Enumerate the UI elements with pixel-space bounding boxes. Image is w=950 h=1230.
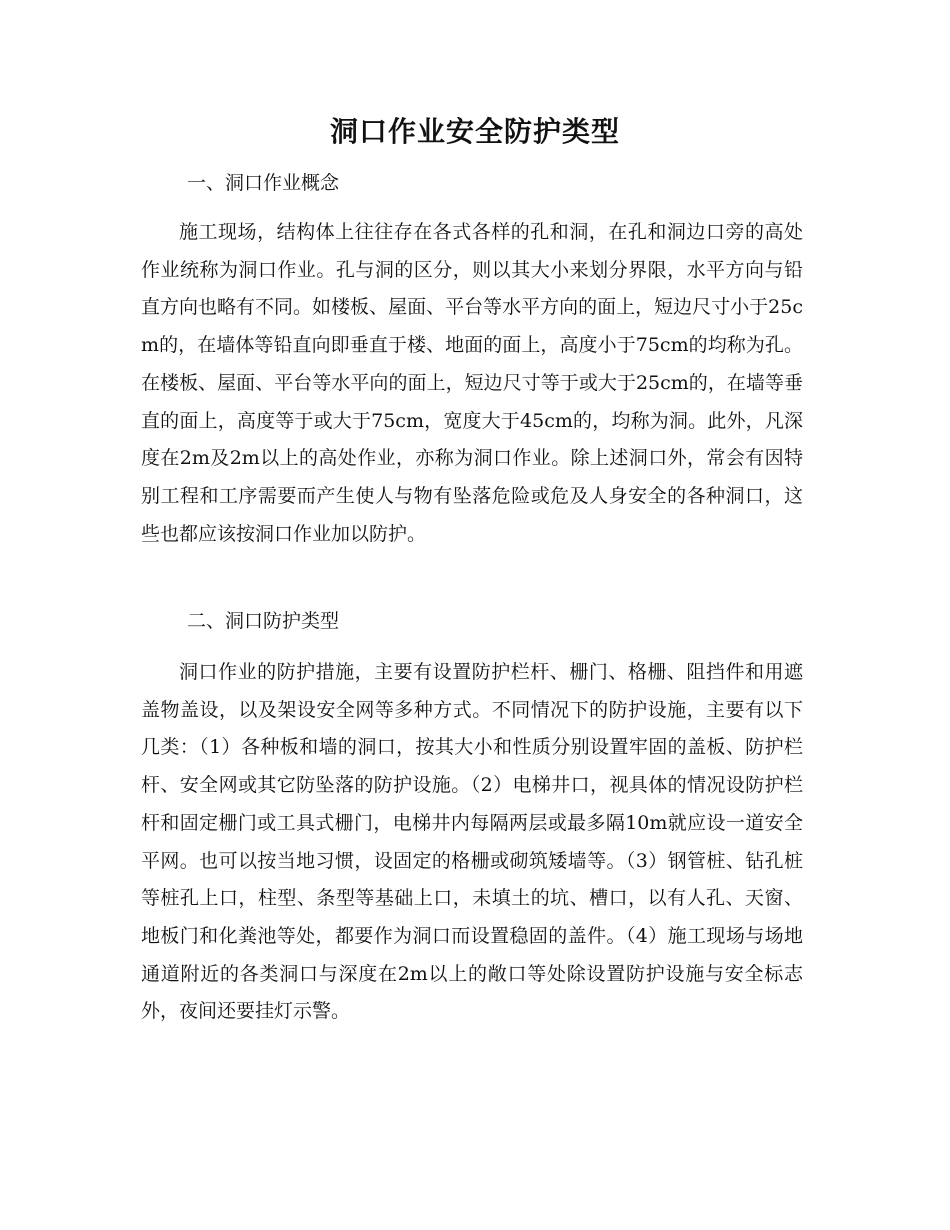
section-heading-concept: 一、洞口作业概念 [187,172,340,194]
section-heading-protection-types: 二、洞口防护类型 [187,610,340,632]
document-title: 洞口作业安全防护类型 [329,115,620,148]
section-paragraph-concept: 施工现场，结构体上往往存在各式各样的孔和洞，在孔和洞边口旁的高处作业统称为洞口作业。孔与洞的区分，则以其大小来划分界限，水平方向与铅直方向也略有不同。如楼板、屋面、平台等水平方向的面上，短边尺寸小于25cm的，在墙体等铅直向即垂直于楼、地面的面上，高度小于75cm的均称为孔。在楼板、屋面、平台等水平向的面上，短边尺寸等于或大于25cm的，在墙等垂直的面上，高度等于或大于75cm，宽度大于45cm的，均称为洞。此外，凡深度在2m及2m以上的高处作业，亦称为洞口作业。除上述洞口外，常会有因特别工程和工序需要而产生使人与物有坠落危险或危及人身安全的各种洞口，这些也都应该按洞口作业加以防护。 [141,221,803,545]
section-paragraph-protection-types: 洞口作业的防护措施，主要有设置防护栏杆、栅门、格栅、阻挡件和用遮盖物盖设，以及架设安全网等多种方式。不同情况下的防护设施，主要有以下几类：（1）各种板和墙的洞口，按其大小和性质分别设置牢固的盖板、防护栏杆、安全网或其它防坠落的防护设施。（2）电梯井口，视具体的情况设防护栏杆和固定栅门或工具式栅门，电梯井内每隔两层或最多隔10m就应设一道安全平网。也可以按当地习惯，设固定的格栅或砌筑矮墙等。（3）钢管桩、钻孔桩等桩孔上口，柱型、条型等基础上口，未填土的坑、槽口，以有人孔、天窗、地板门和化粪池等处，都要作为洞口而设置稳固的盖件。（4）施工现场与场地通道附近的各类洞口与深度在2m以上的敞口等处除设置防护设施与安全标志外，夜间还要挂灯示警。 [141,661,803,1023]
